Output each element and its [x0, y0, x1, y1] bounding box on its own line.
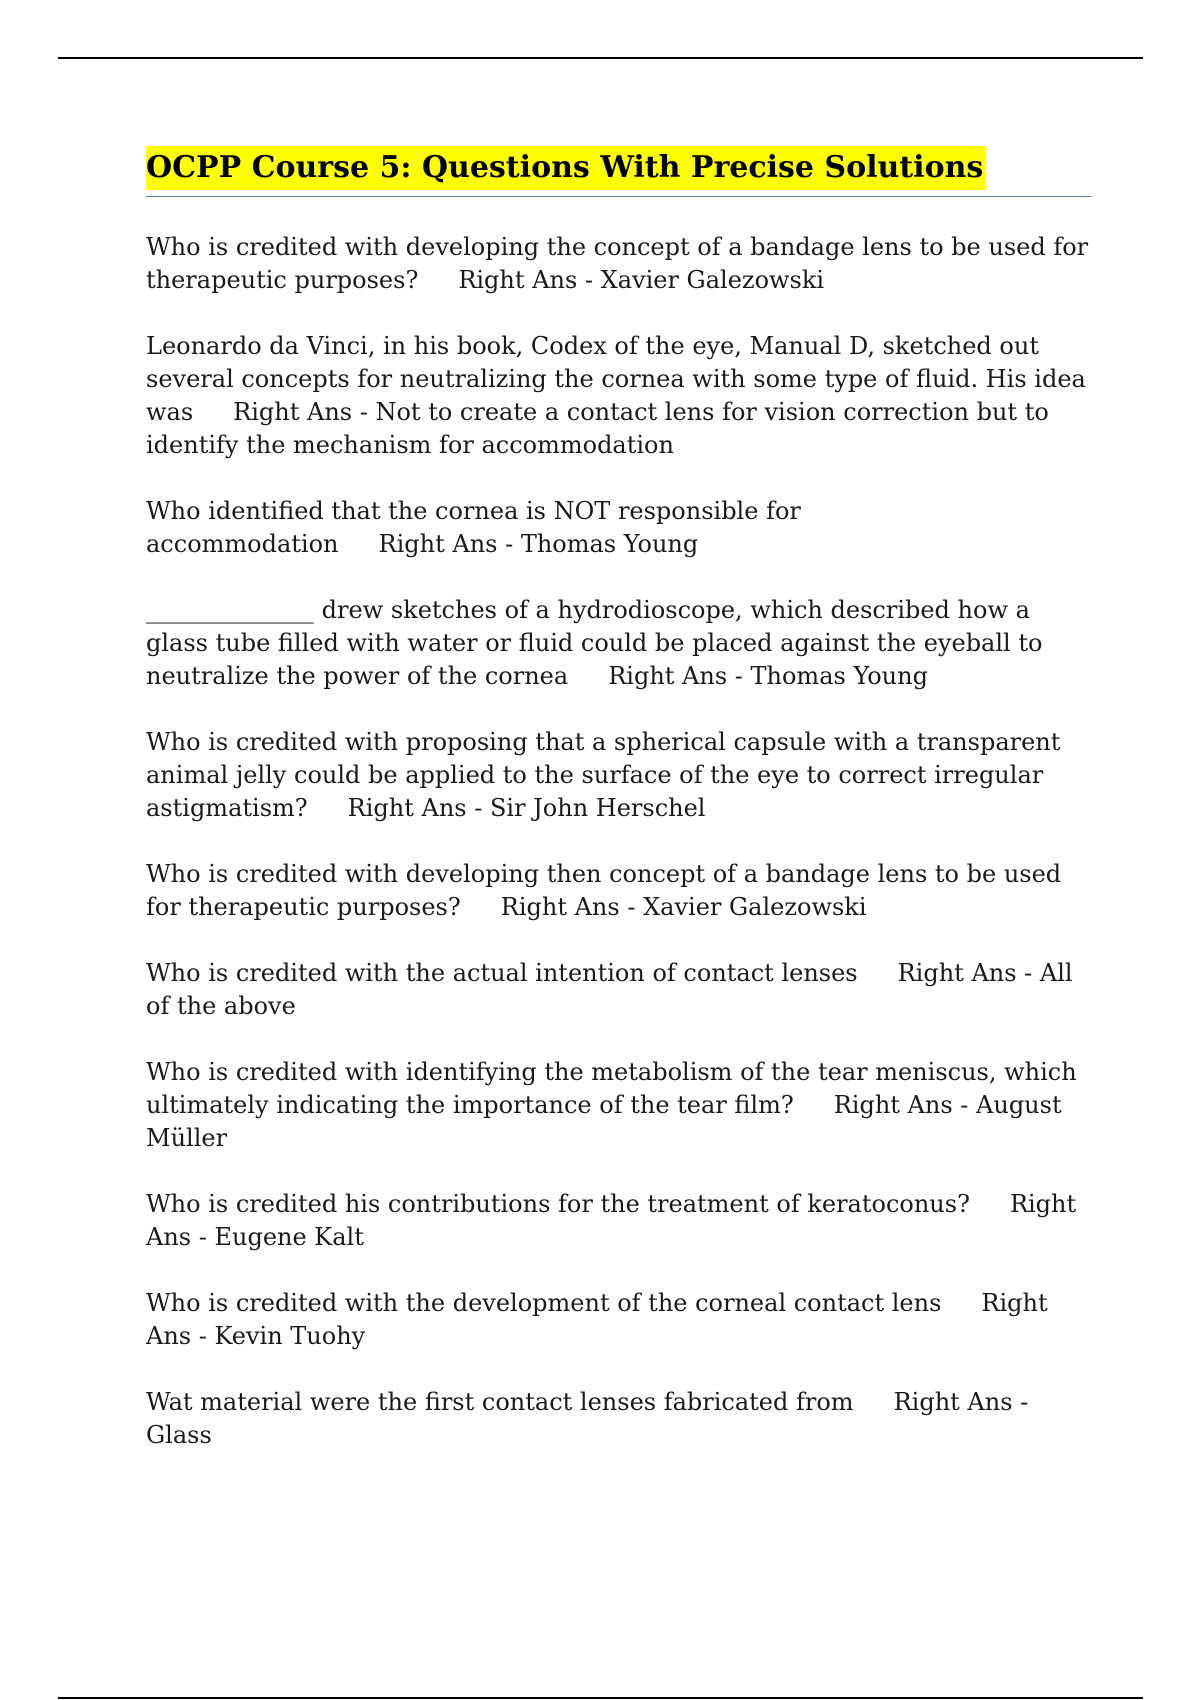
question-text: Who is credited with the development of the corneal contact lens — [146, 1289, 942, 1317]
document-body — [146, 146, 1091, 1485]
footer-rule — [58, 1697, 1143, 1699]
qa-item — [146, 1287, 1091, 1353]
question-text: Who is credited with identifying the metabolism of the tear meniscus, which ultimately indicating the importance of the tear film? — [146, 1058, 1077, 1119]
qa-item — [146, 726, 1091, 825]
answer-text: Right Ans - Kevin Tuohy — [146, 1289, 1048, 1350]
qa-item — [146, 330, 1091, 462]
qa-item — [146, 1188, 1091, 1254]
answer-text: Right Ans - Not to create a contact lens for vision correction but to identify the mechanism for accommodation — [146, 398, 1049, 459]
question-text: Who is credited with the actual intention of contact lenses — [146, 959, 858, 987]
question-text: Who is credited with developing then concept of a bandage lens to be used for therapeutic purposes? — [146, 860, 1062, 921]
answer-text: Right Ans - Thomas Young — [608, 662, 928, 690]
answer-text: Right Ans - All of the above — [146, 959, 1073, 1020]
question-text: Who is credited with proposing that a spherical capsule with a transparent animal jelly could be applied to the surface of the eye to correct irregular astigmatism? — [146, 728, 1061, 822]
qa-item — [146, 1386, 1091, 1452]
qa-item — [146, 231, 1091, 297]
question-text: Wat material were the first contact lenses fabricated from — [146, 1388, 854, 1416]
qa-item — [146, 495, 1091, 561]
qa-item — [146, 1056, 1091, 1155]
answer-text: Right Ans - August Müller — [146, 1091, 1062, 1152]
question-text: Who is credited with developing the concept of a bandage lens to be used for therapeutic purposes? — [146, 233, 1089, 294]
answer-text: Right Ans - Glass — [146, 1388, 1029, 1449]
page-title: OCPP Course 5: Questions With Precise Solutions — [146, 146, 985, 190]
question-text: ______________ drew sketches of a hydrodioscope, which described how a glass tube filled with water or fluid could be placed against the eyeball to neutralize the power of the cornea — [146, 596, 1043, 690]
answer-text: Right Ans - Sir John Herschel — [347, 794, 706, 822]
answer-text: Right Ans - Thomas Young — [378, 530, 699, 558]
answer-text: Right Ans - Xavier Galezowski — [458, 266, 825, 294]
qa-item — [146, 858, 1091, 924]
title-block — [146, 146, 1091, 197]
answer-text: Right Ans - Eugene Kalt — [146, 1190, 1077, 1251]
qa-item — [146, 957, 1091, 1023]
question-text: Leonardo da Vinci, in his book, Codex of the eye, Manual D, sketched out several concepts for neutralizing the cornea with some type of fluid. His idea was — [146, 332, 1086, 426]
qa-item — [146, 594, 1091, 693]
answer-text: Right Ans - Xavier Galezowski — [500, 893, 867, 921]
question-text: Who identified that the cornea is NOT responsible for accommodation — [146, 497, 801, 558]
header-rule — [58, 57, 1143, 59]
question-text: Who is credited his contributions for the treatment of keratoconus? — [146, 1190, 970, 1218]
